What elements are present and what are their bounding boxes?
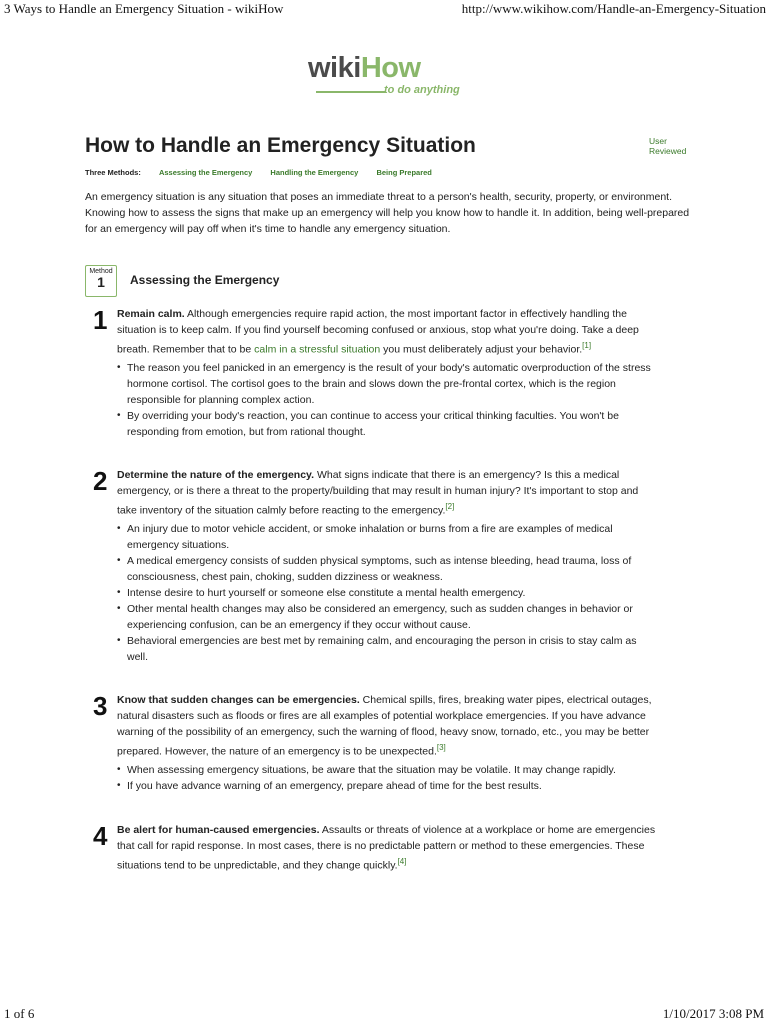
list-item: • If you have advance warning of an emergency, prepare ahead of time for the best results. bbox=[117, 778, 658, 794]
print-page-title: 3 Ways to Handle an Emergency Situation - wikiHow bbox=[4, 1, 284, 16]
step-1 bbox=[93, 306, 658, 440]
step-2 bbox=[93, 467, 658, 665]
method-link-handling[interactable]: Handling the Emergency bbox=[270, 168, 359, 177]
reference-link[interactable]: [3] bbox=[436, 743, 446, 752]
step-number: 4 bbox=[93, 821, 108, 851]
user-reviewed-badge[interactable]: User Reviewed bbox=[649, 136, 687, 156]
step-4 bbox=[93, 822, 658, 874]
method-link-prepared[interactable]: Being Prepared bbox=[376, 168, 432, 177]
step-3 bbox=[93, 692, 658, 794]
list-item: • A medical emergency consists of sudden physical symptoms, such as intense bleeding, head trauma, loss of consciousness, chest pain, choking, sudden dizziness or weakness. bbox=[117, 553, 658, 585]
reference-link[interactable]: [2] bbox=[445, 502, 455, 511]
method-1-header bbox=[85, 265, 280, 297]
list-item: • An injury due to motor vehicle accident, or smoke inhalation or burns from a fire are examples of medical emergency situations. bbox=[117, 521, 658, 553]
step-text: Determine the nature of the emergency. What signs indicate that there is an emergency? Is this a medical emergency, or is there a threat to the property/building that may result in human injury? It's important to stop and take inventory of the situation calmly before reacting to the emergency.[2] bbox=[117, 469, 639, 517]
print-page-url[interactable]: http://www.wikihow.com/Handle-an-Emergency-Situation bbox=[461, 1, 766, 16]
step-bullets bbox=[117, 762, 658, 794]
calm-stressful-situation-link[interactable]: calm in a stressful situation bbox=[254, 343, 381, 356]
list-item: • Behavioral emergencies are best met by remaining calm, and encouraging the person in crisis to stay calm as well. bbox=[117, 633, 658, 665]
logo-underline bbox=[316, 91, 386, 93]
step-number: 1 bbox=[93, 305, 108, 335]
list-item: • Other mental health changes may also be considered an emergency, such as sudden changes in behavior or experiencing confusion, can be an emergency if they occur without cause. bbox=[117, 601, 658, 633]
step-text: Remain calm. Although emergencies require rapid action, the most important factor in effectively handling the situation is to keep calm. If you find yourself becoming confused or anxious, stop what you're doing. Take a deep breath. Remember that to be calm in a stressful situation you must deliberately adjust your behavior.[1] bbox=[117, 308, 639, 356]
article-intro: An emergency situation is any situation that poses an immediate threat to a person's health, security, property, or environment. Knowing how to assess the signs that make up an emergency will help you know how to handle it. In addition, being well-prepared for an emergency will pay off when it's time to handle any emergency situation. bbox=[85, 191, 690, 235]
list-item: • By overriding your body's reaction, you can continue to access your critical thinking faculties. You won't be responding from emotion, but from rational thought. bbox=[117, 408, 658, 440]
step-bullets bbox=[117, 360, 658, 440]
wikihow-logo[interactable] bbox=[308, 52, 468, 100]
step-number: 2 bbox=[93, 466, 108, 496]
methods-nav bbox=[85, 168, 432, 177]
reference-link[interactable]: [1] bbox=[582, 341, 592, 350]
print-footer bbox=[0, 1004, 768, 1024]
print-datetime: 1/10/2017 3:08 PM bbox=[662, 1006, 764, 1021]
article-title: How to Handle an Emergency Situation bbox=[85, 134, 476, 157]
page-count: 1 of 6 bbox=[4, 1006, 35, 1021]
logo-wordmark: wikiHow bbox=[308, 52, 421, 84]
reference-link[interactable]: [4] bbox=[397, 857, 407, 866]
list-item: • The reason you feel panicked in an emergency is the result of your body's automatic overproduction of the stress hormone cortisol. The cortisol goes to the brain and slows down the pre-frontal cortex, which is the region responsible for planning complex action. bbox=[117, 360, 658, 408]
method-title: Assessing the Emergency bbox=[130, 273, 280, 287]
step-bullets bbox=[117, 521, 658, 665]
list-item: • Intense desire to hurt yourself or someone else constitute a mental health emergency. bbox=[117, 585, 658, 601]
logo-tagline: to do anything bbox=[384, 84, 460, 96]
methods-label: Three Methods: bbox=[85, 168, 141, 177]
method-number-badge: Method 1 bbox=[85, 265, 117, 297]
step-text: Be alert for human-caused emergencies. Assaults or threats of violence at a workplace or home are emergencies that call for rapid response. In most cases, there is no predictable pattern or method to these emergencies. These situations tend to be unpredictable, and they change quickly.[4] bbox=[117, 824, 656, 872]
list-item: • When assessing emergency situations, be aware that the situation may be volatile. It may change rapidly. bbox=[117, 762, 658, 778]
print-header bbox=[0, 0, 768, 18]
step-number: 3 bbox=[93, 691, 108, 721]
step-text: Know that sudden changes can be emergencies. Chemical spills, fires, breaking water pipes, electrical outages, natural disasters such as floods or fires are all examples of potential workplace emergencies. If you have advance warning of the possibility of an emergency, such the warning of flood, heavy snow, tornado, etc., you may be better prepared. However, the nature of an emergency is to be unexpected.[3] bbox=[117, 694, 652, 758]
method-link-assessing[interactable]: Assessing the Emergency bbox=[158, 168, 253, 177]
